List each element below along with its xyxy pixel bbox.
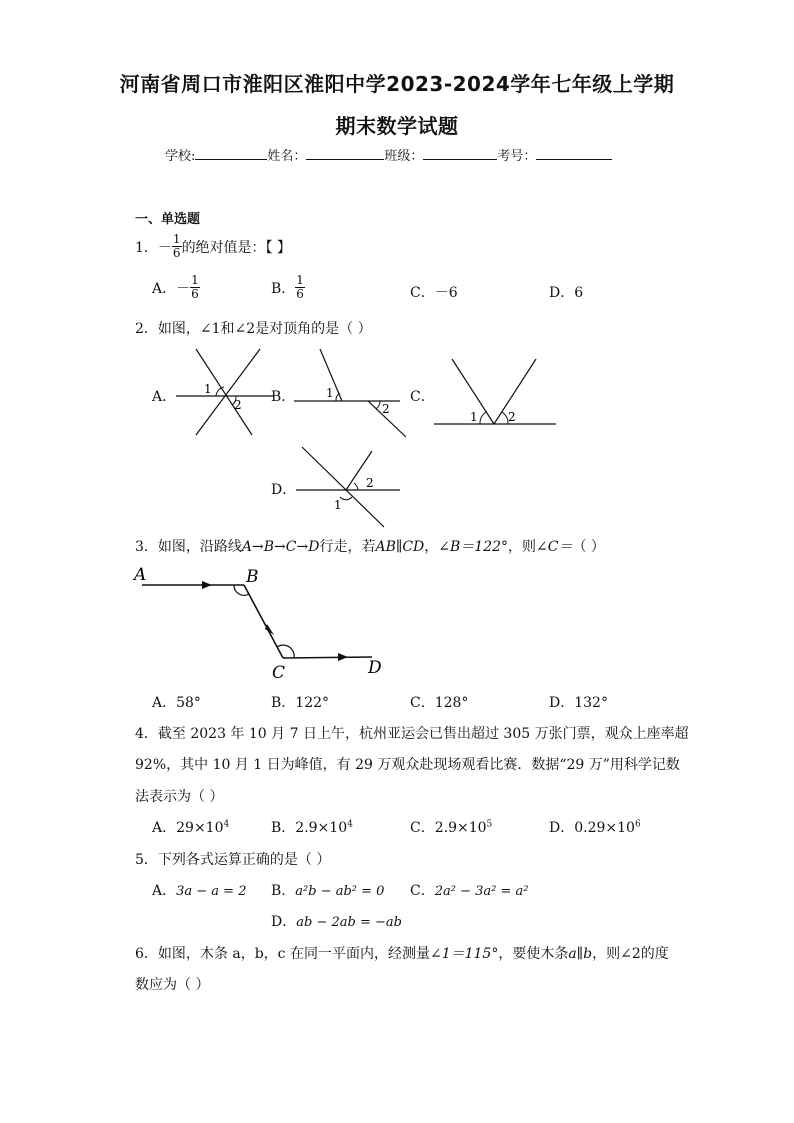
q2a-angle-2: 2 xyxy=(234,398,242,412)
q2c-angle-1: 1 xyxy=(470,410,478,424)
q4-c-base: 2.9×10 xyxy=(434,820,487,836)
question-2: 2．如图，∠1和∠2是对顶角的是（ ） xyxy=(135,321,372,337)
q6-text-a: 6．如图，木条 a，b，c 在同一平面内，经测量 xyxy=(135,946,430,962)
school-label: 学校: xyxy=(165,149,196,164)
q1-text: 的绝对值是：【 】 xyxy=(181,239,292,256)
q2-figure-a xyxy=(170,345,280,437)
name-label: 姓名： xyxy=(267,149,307,164)
q3-figure xyxy=(130,560,400,685)
q3-text-a: 3．如图，沿路线 xyxy=(135,539,242,555)
id-blank[interactable] xyxy=(536,145,612,160)
q6-parallel: a∥b xyxy=(568,946,593,962)
q5-c-label: C． xyxy=(410,883,435,899)
school-blank[interactable] xyxy=(195,145,267,160)
q3-cond-angle: ∠B＝122° xyxy=(438,539,509,555)
title-line-2: 期末数学试题 xyxy=(335,114,459,138)
q2d-angle-2: 2 xyxy=(366,476,374,490)
point-c-label: C xyxy=(272,663,286,683)
q4-option-b[interactable] xyxy=(271,817,353,837)
q4-a-base: 29×10 xyxy=(176,820,224,836)
q5-a-label: A． xyxy=(152,883,177,899)
id-label: 考号： xyxy=(497,149,537,164)
q4-b-base: 2.9×10 xyxy=(295,820,348,836)
q1-b-fraction xyxy=(295,274,305,301)
q5-option-a[interactable] xyxy=(152,880,246,900)
point-b-label: B xyxy=(246,567,259,587)
point-d-label: D xyxy=(368,658,382,678)
q3-option-d[interactable]: D．132° xyxy=(549,695,608,711)
q1-a-num: 1 xyxy=(191,273,199,287)
name-blank[interactable] xyxy=(306,145,384,160)
q4-option-d[interactable] xyxy=(549,817,641,837)
q6-angle: ∠1＝115° xyxy=(429,946,499,962)
q4-a-label: A． xyxy=(152,820,177,836)
q4-option-c[interactable] xyxy=(410,817,492,837)
title-line-1: 河南省周口市淮阳区淮阳中学2023-2024学年七年级上学期 xyxy=(119,72,675,96)
q2-option-d[interactable]: D． xyxy=(271,482,297,498)
q1-option-b[interactable] xyxy=(271,274,305,301)
q3-option-c[interactable]: C．128° xyxy=(410,695,469,711)
q5-b-label: B． xyxy=(271,883,296,899)
q2-figure-b xyxy=(290,345,410,440)
q6-text-e: ，则∠2的度 xyxy=(592,946,669,962)
q1-fraction xyxy=(172,233,182,260)
q3-option-a[interactable]: A．58° xyxy=(152,695,201,711)
q1-b-den: 6 xyxy=(296,287,304,301)
q5-b-expr: a²b − ab² = 0 xyxy=(295,884,385,899)
q4-line-3: 法表示为（ ） xyxy=(135,789,224,805)
q4-b-exp: 4 xyxy=(347,819,353,830)
info-fields xyxy=(165,145,612,164)
q5-d-label: D． xyxy=(271,914,297,930)
q3-text-e: （ ） xyxy=(572,539,605,555)
q3-path: A→B→C→D xyxy=(241,539,320,555)
q2-option-a[interactable]: A． xyxy=(152,389,177,405)
q3-option-b[interactable]: B．122° xyxy=(271,695,330,711)
class-blank[interactable] xyxy=(423,145,497,160)
q1-b-label: B． xyxy=(271,280,296,297)
q1-option-a[interactable] xyxy=(152,274,200,301)
q1-b-num: 1 xyxy=(296,273,304,287)
q2d-angle-1: 1 xyxy=(334,498,342,512)
q3-text-c: ， xyxy=(424,539,439,555)
q4-d-label: D． xyxy=(549,820,575,836)
q5-option-d[interactable] xyxy=(271,911,402,931)
q2b-angle-2: 2 xyxy=(382,402,390,416)
class-label: 班级： xyxy=(384,149,424,164)
q4-d-exp: 6 xyxy=(634,819,641,830)
q5-option-c[interactable] xyxy=(410,880,528,900)
q1-number: 1． xyxy=(135,239,158,256)
q2-figure-c xyxy=(430,355,560,430)
point-a-label: A xyxy=(134,565,147,585)
q4-c-label: C． xyxy=(410,820,435,836)
q6-text-c: ，要使木条 xyxy=(498,946,569,962)
q4-line-1: 4．截至 2023 年 10 月 7 日上午，杭州亚运会已售出超过 305 万张门票，观众上座率超 xyxy=(135,726,689,742)
q4-line-2: 92%，其中 10 月 1 日为峰值，有 29 万观众赴现场观看比赛．数据“29 万”用科学记数 xyxy=(135,757,680,773)
q2-figure-d xyxy=(292,443,404,533)
q3-text-d: ，则 xyxy=(508,539,537,555)
q4-d-base: 0.29×10 xyxy=(574,820,635,836)
question-3 xyxy=(135,536,605,556)
question-1 xyxy=(135,233,291,260)
q1-option-c[interactable]: C．－6 xyxy=(410,285,458,301)
q2a-angle-1: 1 xyxy=(204,382,212,396)
q1-a-fraction xyxy=(190,274,200,301)
q2c-angle-2: 2 xyxy=(508,410,516,424)
q2-option-c[interactable]: C． xyxy=(410,389,435,405)
q1-option-d[interactable]: D．6 xyxy=(549,285,584,301)
q1-a-sign: － xyxy=(176,280,191,297)
q4-option-a[interactable] xyxy=(152,817,229,837)
q5-d-expr: ab − 2ab = −ab xyxy=(296,915,402,930)
q6-line-2: 数应为（ ） xyxy=(135,977,210,993)
q4-a-exp: 4 xyxy=(223,819,230,830)
q4-b-label: B． xyxy=(271,820,296,836)
q1-denominator: 6 xyxy=(172,246,181,260)
question-5: 5．下列各式运算正确的是（ ） xyxy=(135,852,331,868)
section-heading: 一、单选题 xyxy=(135,212,201,227)
q3-cond-parallel: AB∥CD xyxy=(375,539,425,555)
q1-minus: － xyxy=(157,239,172,256)
q3-ask: ∠C＝ xyxy=(536,539,573,555)
q2-option-b[interactable]: B． xyxy=(271,389,296,405)
q5-c-expr: 2a² − 3a² = a² xyxy=(434,884,529,899)
q6-line-1 xyxy=(135,943,669,963)
q4-c-exp: 5 xyxy=(486,819,493,830)
q5-a-expr: 3a − a = 2 xyxy=(176,884,247,899)
q1-a-label: A． xyxy=(152,280,177,297)
q1-numerator: 1 xyxy=(172,232,181,246)
q3-text-b: 行走，若 xyxy=(319,539,376,555)
q1-a-den: 6 xyxy=(191,287,199,301)
q2b-angle-1: 1 xyxy=(326,386,334,400)
q5-option-b[interactable] xyxy=(271,880,384,900)
